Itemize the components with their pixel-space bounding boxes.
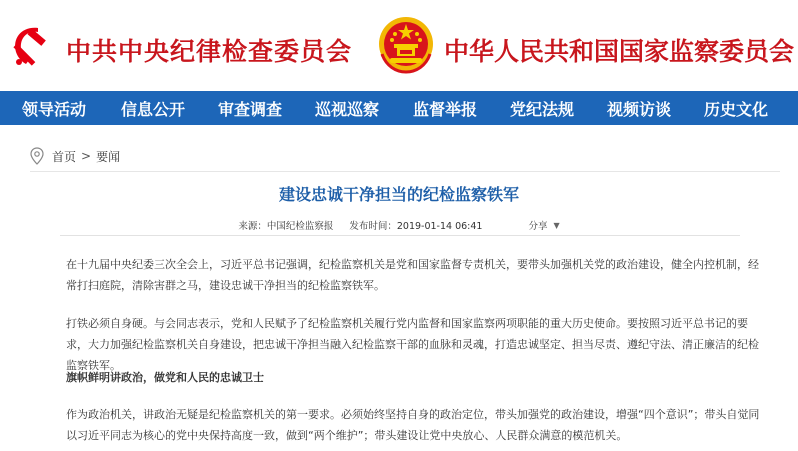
site-header [0, 0, 798, 91]
location-pin-icon [30, 147, 44, 165]
breadcrumb-current-link[interactable]: 要闻 [96, 149, 121, 164]
article-date: 发布时间：2019-01-14 06:41 [349, 221, 483, 232]
share-label: 分享 [528, 221, 548, 232]
breadcrumb-separator: > [81, 149, 92, 163]
nav-item-report[interactable]: 监督举报 [413, 100, 478, 119]
article-meta [0, 218, 798, 232]
article-paragraph: 在十九届中央纪委三次全会上，习近平总书记强调，纪检监察机关是党和国家监督专责机关，要带头加强机关党的政治建设，健全内控机制，经常打扫庭院，清除害群之马，建设忠诚干净担当的纪检监察铁军。 [66, 258, 759, 292]
nav-item-investigation[interactable]: 审查调查 [218, 100, 283, 119]
share-button[interactable] [528, 218, 559, 232]
nav-item-inspection[interactable]: 巡视巡察 [315, 100, 380, 119]
meta-divider [60, 235, 740, 236]
article-subheading: 旗帜鲜明讲政治，做党和人民的忠诚卫士 [66, 371, 264, 384]
chevron-down-icon: ▼ [553, 220, 560, 230]
breadcrumb [30, 145, 120, 167]
article-paragraph: 打铁必须自身硬。与会同志表示，党和人民赋予了纪检监察机关履行党内监督和国家监察两项职能的重大历史使命。要按照习近平总书记的要求，大力加强纪检监察机关自身建设，把忠诚干净担当融入纪检监察干部的血脉和灵魂，打造忠诚坚定、担当尽责、遵纪守法、清正廉洁的纪检监察铁军。 [66, 317, 759, 372]
article-paragraph: 作为政治机关，讲政治无疑是纪检监察机关的第一要求。必须始终坚持自身的政治定位，带头加强党的政治建设，增强“四个意识”；带头自觉同以习近平同志为核心的党中央保持高度一致，做到“两个维护”；带头建设让党中央放心、人民群众满意的模范机关。 [66, 408, 760, 442]
nav-item-history[interactable]: 历史文化 [704, 100, 769, 119]
cpc-ccdi-title[interactable]: 中共中央纪律检查委员会 [66, 37, 353, 66]
nav-item-leadership[interactable]: 领导活动 [22, 100, 87, 119]
nav-item-disclosure[interactable]: 信息公开 [121, 100, 186, 119]
party-emblem-icon[interactable] [8, 22, 54, 68]
nsc-title[interactable]: 中华人民共和国国家监察委员会 [444, 37, 795, 66]
nav-item-regulations[interactable]: 党纪法规 [510, 100, 575, 119]
main-nav [0, 91, 798, 125]
breadcrumb-divider [30, 171, 780, 172]
article-title: 建设忠诚干净担当的纪检监察铁军 [278, 185, 519, 204]
nav-item-video[interactable]: 视频访谈 [607, 100, 672, 119]
breadcrumb-home-link[interactable]: 首页 [52, 149, 77, 164]
national-emblem-icon[interactable] [376, 14, 436, 74]
article-source: 来源：中国纪检监察报 [238, 221, 334, 232]
